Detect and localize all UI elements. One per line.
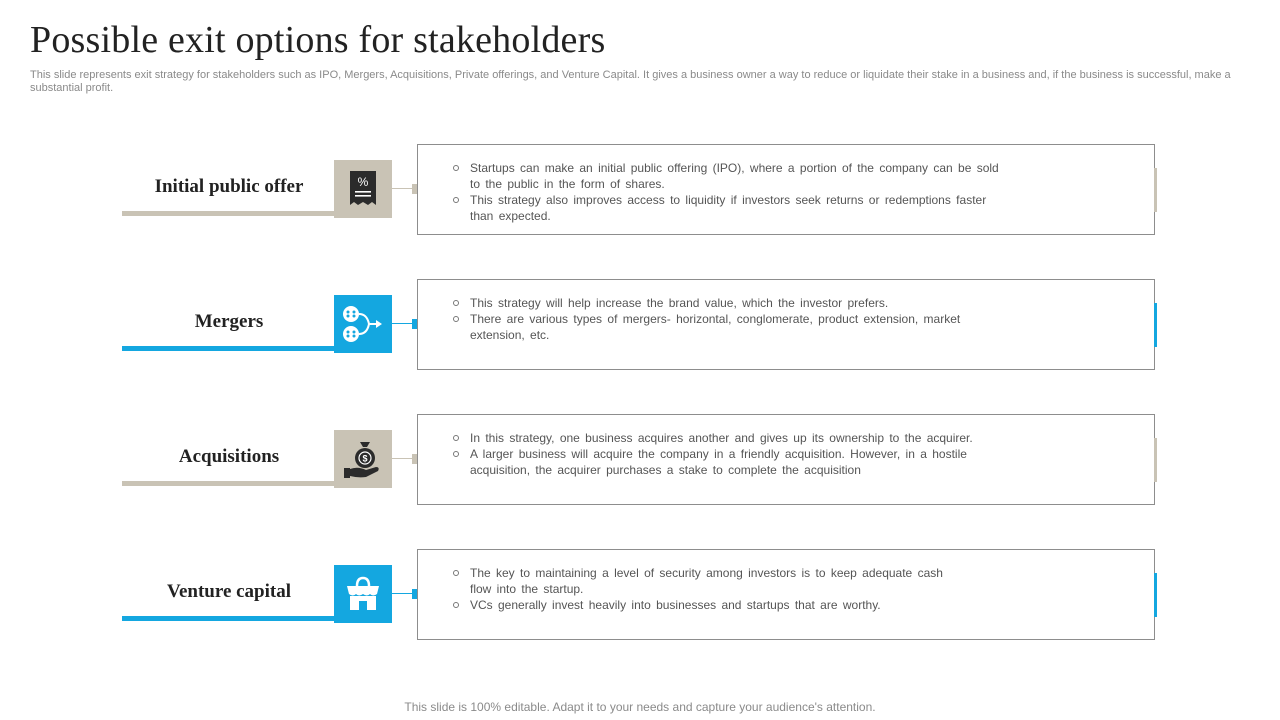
bullet-list bbox=[452, 430, 1017, 478]
card-accent-bar bbox=[1154, 573, 1157, 617]
option-underline bbox=[122, 346, 336, 351]
page-subtitle: This slide represents exit strategy for stakeholders such as IPO, Mergers, Acquisitions, Private offerings, and Venture Capital. It gives a business owner a way to reduce or liquidate their stake in a business and, if the business is successful, make a substantial profit. bbox=[30, 69, 1231, 94]
bullet-item: VCs generally invest heavily into businesses and startups that are worthy. bbox=[452, 597, 962, 613]
option-description-card bbox=[417, 414, 1155, 505]
connector-line bbox=[392, 458, 412, 459]
option-underline bbox=[122, 616, 336, 621]
money-bag-hand-icon bbox=[334, 430, 392, 488]
storefront-icon bbox=[334, 565, 392, 623]
connector-line bbox=[392, 188, 412, 189]
exit-option-mergers bbox=[0, 279, 1280, 373]
bullet-list bbox=[452, 160, 1012, 224]
bullet-item: This strategy also improves access to liquidity if investors seek returns or redemptions faster than expected. bbox=[452, 192, 1012, 224]
option-description-card bbox=[417, 549, 1155, 640]
merge-arrows-icon bbox=[334, 295, 392, 353]
exit-option-acquisitions bbox=[0, 414, 1280, 508]
option-label: Venture capital bbox=[166, 581, 292, 602]
option-label: Initial public offer bbox=[154, 176, 304, 197]
card-accent-bar bbox=[1154, 303, 1157, 347]
option-description-card bbox=[417, 279, 1155, 370]
option-label: Acquisitions bbox=[178, 446, 280, 467]
exit-option-venture-capital bbox=[0, 549, 1280, 643]
option-underline bbox=[122, 481, 336, 486]
bullet-item: There are various types of mergers- horizontal, conglomerate, product extension, market extension, etc. bbox=[452, 311, 1012, 343]
option-description-card bbox=[417, 144, 1155, 235]
card-accent-bar bbox=[1154, 438, 1157, 482]
footer-note: This slide is 100% editable. Adapt it to your needs and capture your audience's attention. bbox=[404, 700, 876, 714]
bullet-item: The key to maintaining a level of security among investors is to keep adequate cash flow into the startup. bbox=[452, 565, 962, 597]
bullet-item: A larger business will acquire the company in a friendly acquisition. However, in a hostile acquisition, the acquirer purchases a stake to complete the acquisition bbox=[452, 446, 1017, 478]
bullet-item: In this strategy, one business acquires another and gives up its ownership to the acquirer. bbox=[452, 430, 1017, 446]
option-underline bbox=[122, 211, 336, 216]
exit-option-ipo bbox=[0, 144, 1280, 238]
svg-text:$: $ bbox=[362, 453, 368, 464]
connector-line bbox=[392, 593, 412, 594]
percent-receipt-icon bbox=[334, 160, 392, 218]
svg-text:%: % bbox=[357, 175, 369, 189]
bullet-list bbox=[452, 565, 962, 613]
page-title: Possible exit options for stakeholders bbox=[30, 19, 606, 61]
bullet-list bbox=[452, 295, 1012, 343]
bullet-item: Startups can make an initial public offering (IPO), where a portion of the company can be sold to the public in the form of shares. bbox=[452, 160, 1012, 192]
bullet-item: This strategy will help increase the brand value, which the investor prefers. bbox=[452, 295, 1012, 311]
option-label: Mergers bbox=[194, 311, 264, 332]
card-accent-bar bbox=[1154, 168, 1157, 212]
connector-line bbox=[392, 323, 412, 324]
